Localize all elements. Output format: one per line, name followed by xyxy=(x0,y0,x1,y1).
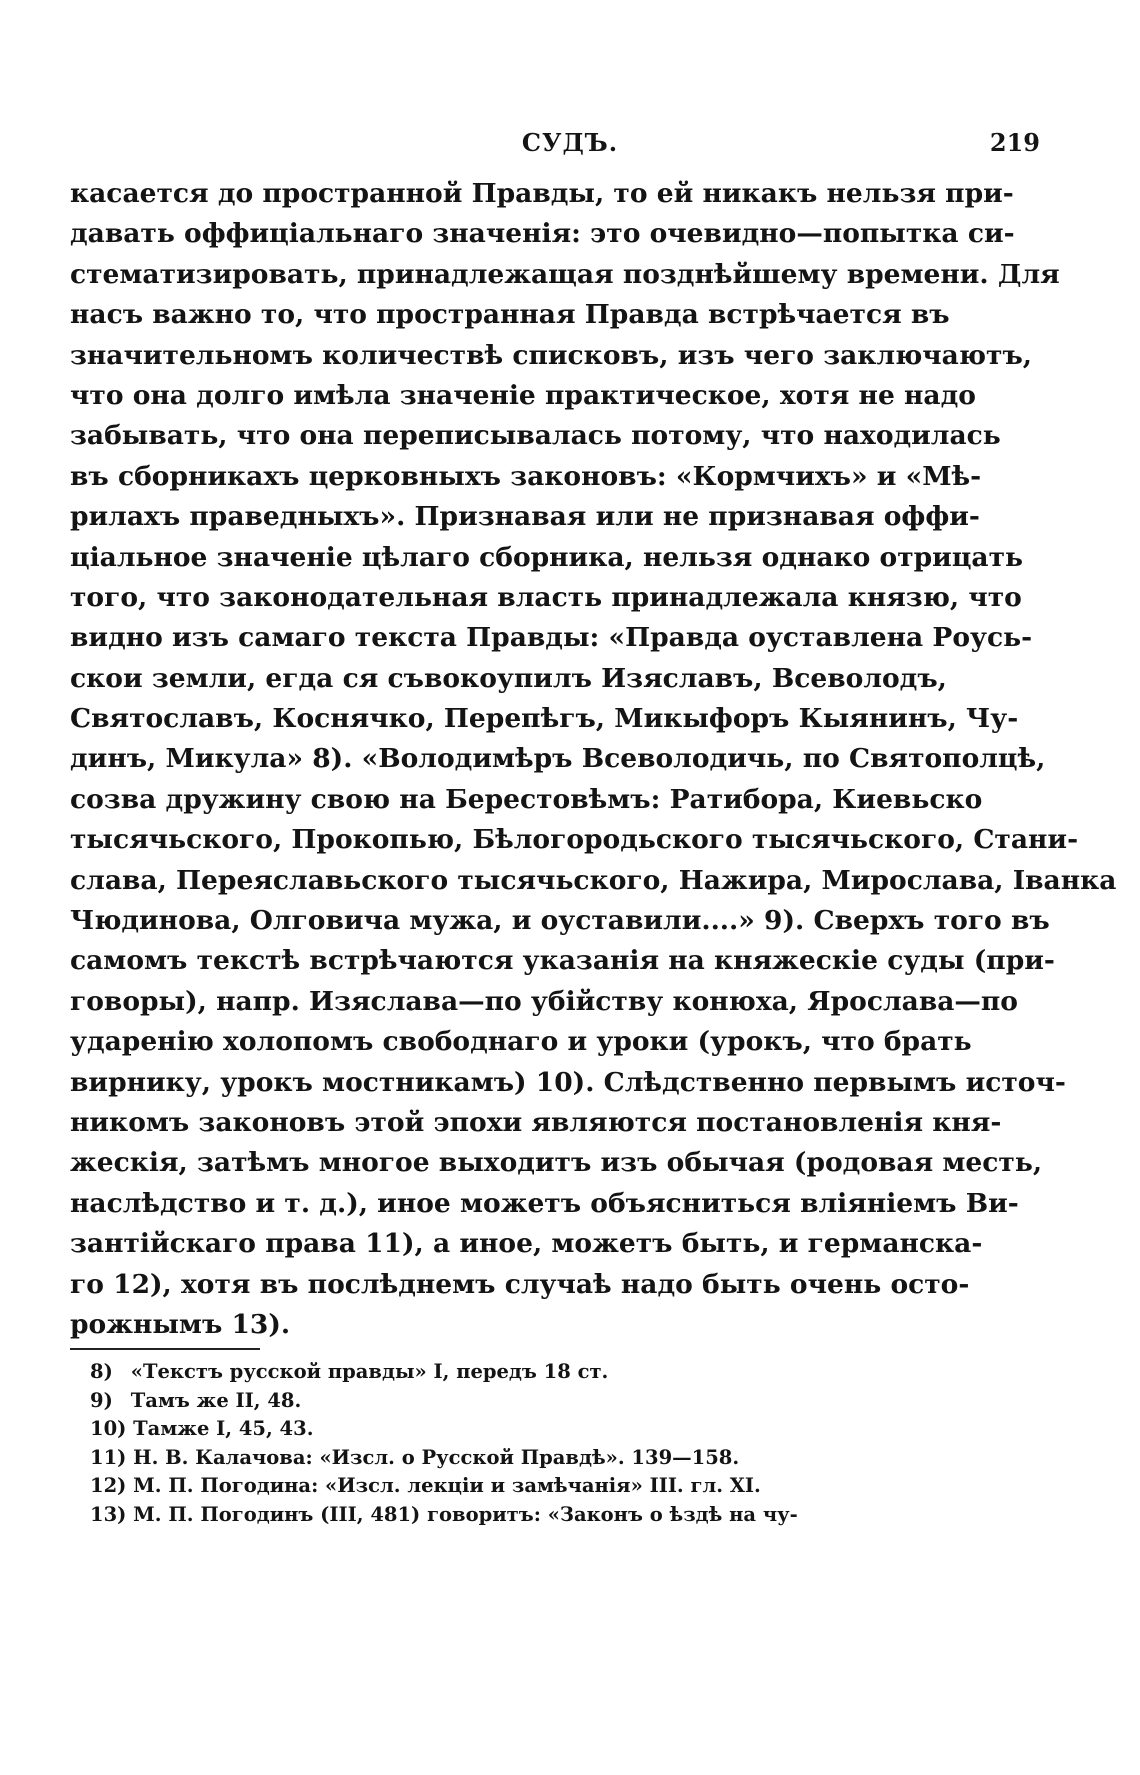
footnote xyxy=(90,1387,870,1416)
text-line: что она долго имѣла значеніе практическое, хотя не надо xyxy=(70,379,976,411)
text-line: рилахъ праведныхъ». Признавая или не признавая оффи- xyxy=(70,501,980,533)
footnote-text: М. П. Погодина: «Изсл. лекціи и замѣчанія» III. гл. XI. xyxy=(133,1474,761,1498)
page-header xyxy=(70,128,1070,168)
text-line: того, что законодательная власть принадлежала князю, что xyxy=(70,581,1022,613)
footnote-text: «Текстъ русской правды» I, передъ 18 ст. xyxy=(130,1360,609,1383)
text-line: въ сборникахъ церковныхъ законовъ: «Кормчихъ» и «Мѣ- xyxy=(70,460,982,492)
text-line: наслѣдство и т. д.), иное можетъ объясниться вліяніемъ Ви- xyxy=(70,1187,1019,1219)
text-line: касается до пространной Правды, то ей никакъ нельзя при- xyxy=(70,178,1014,209)
footnote-mark: 13) xyxy=(90,1502,127,1526)
footnote-mark: 11) xyxy=(90,1445,127,1469)
text-line: тысячьского, Прокопью, Бѣлогородьского тысячьского, Стани- xyxy=(70,824,1079,856)
main-text xyxy=(70,174,1117,1345)
text-line: ціальное значеніе цѣлаго сборника, нельзя однако отрицать xyxy=(70,541,1023,573)
footnote-text: Н. В. Калачова: «Изсл. о Русской Правдѣ». 139—158. xyxy=(133,1445,740,1469)
text-line: значительномъ количествѣ списковъ, изъ чего заключаютъ, xyxy=(70,339,1032,371)
footnotes xyxy=(90,1358,870,1530)
page-number: 219 xyxy=(989,128,1040,157)
text-line: ударенію холопомъ свободнаго и уроки (урокъ, что брать xyxy=(70,1026,972,1058)
text-line: зантійскаго права 11), а иное, можетъ быть, и германска- xyxy=(70,1228,983,1260)
text-line: динъ, Микула» 8). «Володимѣръ Всеволодичь, по Святополцѣ, xyxy=(70,743,1046,775)
text-line: Святославъ, Коснячко, Перепѣгъ, Микыфоръ Кыянинъ, Чу- xyxy=(70,703,1019,735)
text-line: никомъ законовъ этой эпохи являются постановленія кня- xyxy=(70,1106,1002,1138)
text-line: стематизировать, принадлежащая позднѣйшему времени. Для xyxy=(70,258,1060,290)
text-line: забывать, что она переписывалась потому, что находилась xyxy=(70,420,1001,452)
text-line: говоры), напр. Изяслава—по убійству конюха, Ярослава—по xyxy=(70,985,1018,1017)
footnote-text: Тамже I, 45, 43. xyxy=(133,1417,314,1441)
text-line: видно изъ самаго текста Правды: «Правда оуставлена Роусь- xyxy=(70,622,1033,654)
footnote xyxy=(90,1444,870,1473)
footnote-mark: 9) xyxy=(90,1388,113,1412)
footnote-mark: 12) xyxy=(90,1474,127,1498)
running-title: СУДЪ. xyxy=(521,128,619,157)
text-line: го 12), хотя въ послѣднемъ случаѣ надо быть очень осто- xyxy=(70,1268,970,1300)
footnote-text: М. П. Погодинъ (III, 481) говоритъ: «Законъ о ѣздѣ на чу- xyxy=(133,1502,798,1526)
text-line: созва дружину свою на Берестовѣмъ: Ратибора, Киевьско xyxy=(70,783,983,815)
footnote-divider xyxy=(70,1348,260,1350)
footnote-mark: 10) xyxy=(90,1417,127,1441)
text-line: давать оффиціальнаго значенія: это очевидно—попытка си- xyxy=(70,218,1015,250)
footnote-text: Тамъ же II, 48. xyxy=(130,1388,302,1412)
footnote xyxy=(90,1358,870,1387)
text-line: рожнымъ 13). xyxy=(70,1308,291,1340)
footnote xyxy=(90,1472,870,1501)
text-line: слава, Переяславьского тысячьского, Нажира, Мирослава, Іванка xyxy=(70,864,1117,896)
text-line: Чюдинова, Олговича мужа, и оуставили....» 9). Сверхъ того въ xyxy=(70,905,1050,937)
text-line: вирнику, урокъ мостникамъ) 10). Слѣдственно первымъ источ- xyxy=(70,1066,1066,1098)
footnote-mark: 8) xyxy=(90,1360,113,1383)
text-line: самомъ текстѣ встрѣчаются указанія на княжескіе суды (при- xyxy=(70,945,1055,977)
footnote xyxy=(90,1501,870,1530)
footnote xyxy=(90,1415,870,1444)
text-line: насъ важно то, что пространная Правда встрѣчается въ xyxy=(70,299,950,331)
text-line: жескія, затѣмъ многое выходитъ изъ обычая (родовая месть, xyxy=(70,1147,1043,1179)
text-line: скои земли, егда ся съвокоупилъ Изяславъ, Всеволодъ, xyxy=(70,662,947,694)
